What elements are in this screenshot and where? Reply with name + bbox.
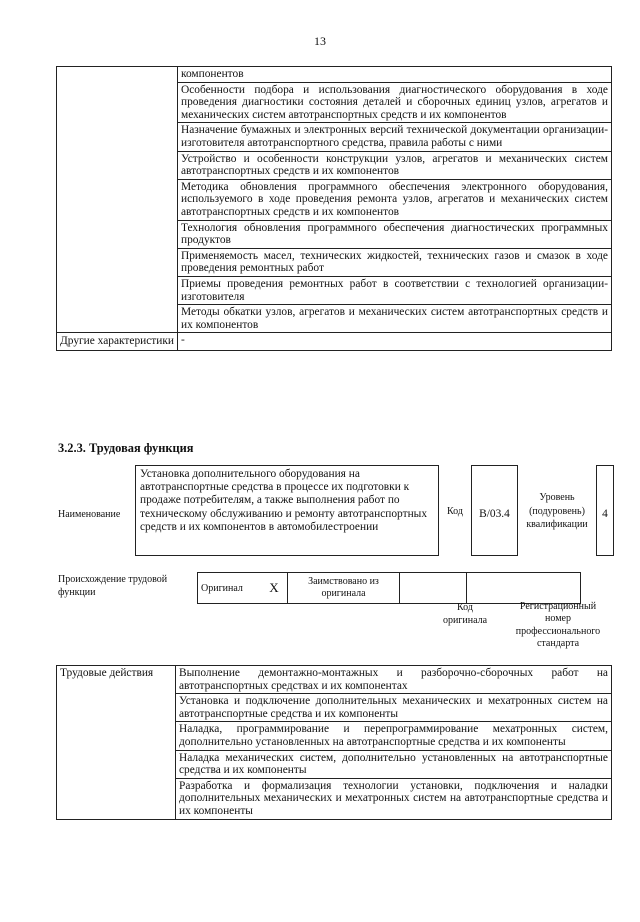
borrowed-label: Заимствовано из оригинала: [288, 573, 400, 604]
table-cell: Назначение бумажных и электронных версий технической документации организации-изготовителя автотранспортного средства, правила работы с ними: [178, 123, 612, 151]
labor-actions-label: Трудовые действия: [57, 666, 176, 820]
function-name-box: Установка дополнительного оборудования на автотранспортные средства в процессе их подготовки к продаже потребителям, а также выполнения работ по техническому обслуживанию и ремонту автотранспортных средств и их компонентов в автомобилестроении: [135, 465, 439, 556]
table-row: [198, 573, 581, 604]
table-cell: Методика обновления программного обеспечения электронного оборудования, используемого в ходе проведения ремонта узлов, агрегатов и механических систем автотранспортных средств и их компонентов: [178, 179, 612, 220]
label-cell: [57, 67, 178, 333]
original-code-caption: Код оригинала: [442, 602, 488, 626]
naming-label: Наименование: [58, 509, 121, 520]
original-mark: X: [261, 573, 288, 604]
table-cell: Технология обновления программного обеспечения диагностических программных продуктов: [178, 220, 612, 248]
qualification-level-label: Уровень (подуровень) квалификации: [526, 492, 588, 530]
table-cell: Установка и подключение дополнительных механических и мехатронных систем на автотранспортные средства и их компоненты: [176, 694, 612, 722]
other-characteristics-label: Другие характеристики: [57, 333, 178, 351]
table-cell: Наладка, программирование и перепрограммирование мехатронных систем, дополнительно установленных на автотранспортные средства и их компоненты: [176, 722, 612, 750]
table-cell: Особенности подбора и использования диагностического оборудования в ходе проведения диагностики состояния деталей и сборочных единиц узлов, агрегатов и механических систем автотранспортных средств и их компонентов: [178, 82, 612, 123]
table-cell: Наладка механических систем, дополнительно установленных на автотранспортные средства и их компоненты: [176, 750, 612, 778]
other-characteristics-value: -: [178, 333, 612, 351]
qualification-level-box: 4: [596, 465, 614, 556]
page-number: 13: [314, 34, 326, 48]
table-cell: Применяемость масел, технических жидкостей, технических газов и смазок в ходе проведения ремонтных работ: [178, 248, 612, 276]
registration-number-cell: [467, 573, 581, 604]
table-cell: Разработка и формализация технологии установки, подключения и наладки дополнительных механических и мехатронных систем на автотранспортные средства и их компоненты: [176, 778, 612, 819]
table-cell: Приемы проведения ремонтных работ в соответствии с технологией организации-изготовителя: [178, 276, 612, 304]
table-row: [57, 666, 612, 694]
table-cell: Выполнение демонтажно-монтажных и разборочно-сборочных работ на автотранспортных средствах и их компонентах: [176, 666, 612, 694]
registration-number-caption: Регистрационный номер профессионального стандарта: [515, 601, 601, 649]
original-label: Оригинал: [198, 573, 262, 604]
table-cell: компонентов: [178, 67, 612, 83]
code-label: Код: [447, 506, 463, 517]
original-code-cell: [400, 573, 467, 604]
code-value-box: B/03.4: [471, 465, 518, 556]
table-row: [57, 67, 612, 83]
section-heading: 3.2.3. Трудовая функция: [58, 441, 194, 455]
knowledge-table: [56, 66, 612, 351]
table-cell: Методы обкатки узлов, агрегатов и механических систем автотранспортных средств и их компонентов: [178, 305, 612, 333]
origin-table: [197, 572, 581, 604]
origin-label: Происхождение трудовой функции: [58, 574, 168, 598]
table-row: [57, 333, 612, 351]
labor-actions-table: [56, 665, 612, 820]
table-cell: Устройство и особенности конструкции узлов, агрегатов и механических систем автотранспортных средств и их компонентов: [178, 151, 612, 179]
